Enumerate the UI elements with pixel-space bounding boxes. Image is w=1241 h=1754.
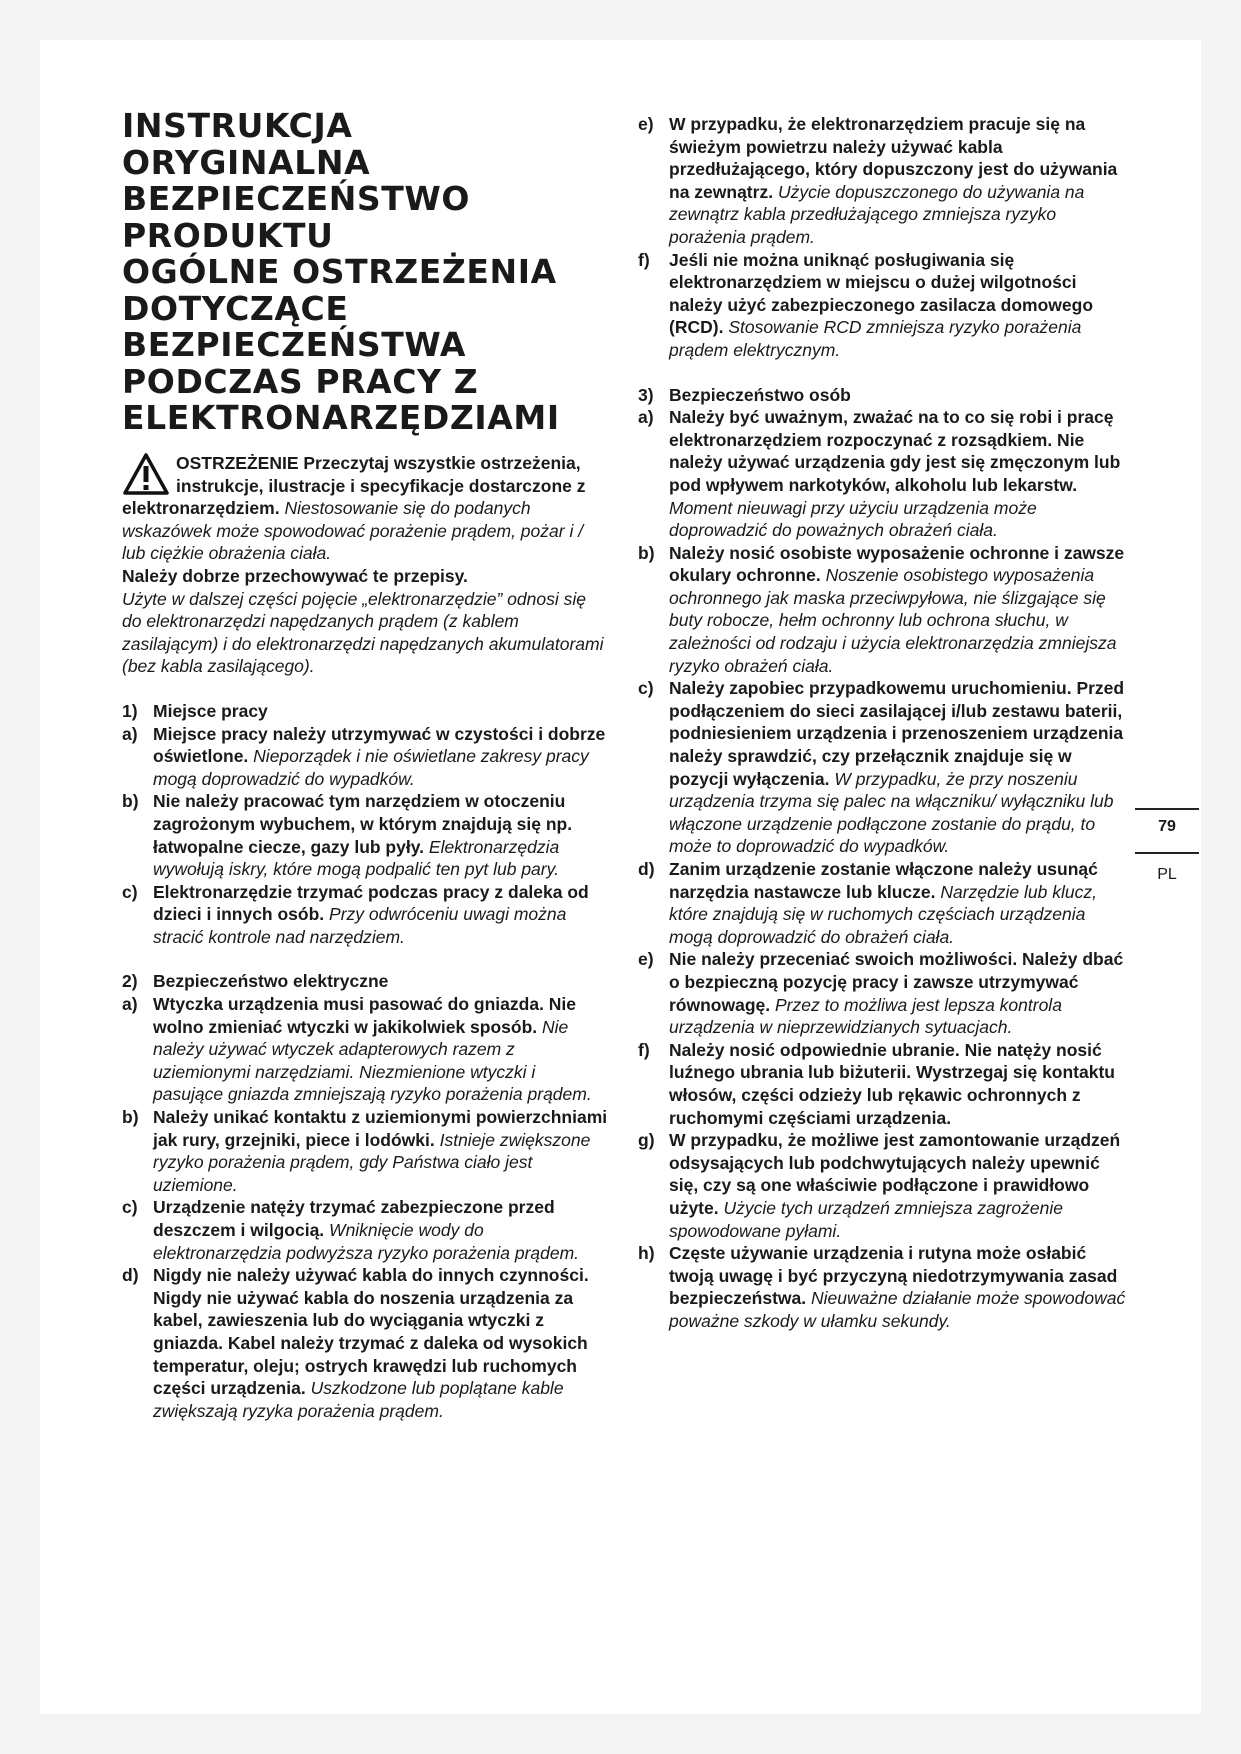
right-column [638,113,1128,1332]
title-line: OGÓLNE OSTRZEŻENIA [122,252,557,291]
warning-italic: Niestosowanie się do podanych wskazówek może spowodować porażenie prądem, pożar i / lub ciężkie obrażenia ciała. [122,498,584,564]
page-marker-rule [1135,852,1199,854]
list-item: c) Należy zapobiec przypadkowemu uruchomieniu. Przed podłączeniem do sieci zasilającej i/lub zestawu baterii, podniesieniem urządzenia i przenoszeniem urządzenia należy sprawdzić, czy przełącznik znajduje się w pozycji wyłączenia. W przypadku, że przy noszeniu urządzenia trzyma się palec na włączniku/ wyłączniku lub włączone urządzenie podłączone zostanie do prądu, to może to doprowadzić do wypadków. [638,678,1125,857]
section-heading-3: 3) Bezpieczeństwo osób [638,384,851,405]
section-heading-2: 2) Bezpieczeństwo elektryczne [122,971,389,992]
list-item: c) Elektronarzędzie trzymać podczas pracy z daleka od dzieci i innych osób. Przy odwróceniu uwagi można stracić kontrole nad narzędziem. [122,881,589,947]
title-line: BEZPIECZEŃSTWO [122,179,471,218]
page-language: PL [1157,866,1177,883]
list-item: b) Nie należy pracować tym narzędziem w otoczeniu zagrożonym wybuchem, w którym znajdują się np. łatwopalne ciecze, gazy lub pyły. Elektronarzędzia wywołują iskry, które mogą podpalić ten pyt lub pary. [122,791,573,880]
warning-triangle-icon [122,452,170,496]
warning-bold: OSTRZEŻENIE Przeczytaj wszystkie ostrzeżenia, instrukcje, ilustracje i specyfikacje dostarczone z elektronarzędziem. [122,453,586,519]
list-item: e) W przypadku, że elektronarzędziem pracuje się na świeżym powietrzu należy używać kabla przedłużającego, który dopuszczony jest do używania na zewnątrz. Użycie dopuszczonego do używania na zewnątrz kabla przedłużającego zmniejsza ryzyko porażenia prądem. [638,114,1118,247]
list-item: a) Wtyczka urządzenia musi pasować do gniazda. Nie wolno zmieniać wtyczki w jakikolwiek sposób. Nie należy używać wtyczek adapterowych razem z uziemionymi narzędziami. Niezmienione wtyczki i pasujące gniazda zmniejszają ryzyko porażenia prądem. [122,994,592,1105]
section-heading-1: 1) Miejsce pracy [122,700,268,721]
list-item: b) Należy unikać kontaktu z uziemionymi powierzchniami jak rury, grzejniki, piece i lodówki. Istnieje zwiększone ryzyko porażenia prądem, gdy Państwa ciało jest uziemione. [122,1107,608,1195]
list-item: b) Należy nosić osobiste wyposażenie ochronne i zawsze okulary ochronne. Noszenie osobistego wyposażenia ochronnego jak maska przeciwpyłowa, nie ślizgające się buty robocze, hełm ochronny lub ochrona słuchu, w zależności od rodzaju i użycia elektronarzędzia zmniejsza ryzyko obrażeń ciała. [638,542,1125,676]
page-number: 79 [1158,818,1176,835]
left-column [122,452,610,1422]
list-item: d) Nigdy nie należy używać kabla do innych czynności. Nigdy nie używać kabla do noszenia urządzenia za kabel, zawieszenia lub do wyciągania wtyczki z gniazda. Kabel należy trzymać z daleka od wysokich temperatur, oleju; ostrych krawędzi lub ruchomych części urządzenia. Uszkodzone lub poplątane kable zwiększają ryzyka porażenia prądem. [122,1265,589,1421]
title-line: PODCZAS PRACY Z [122,361,479,401]
warning-block [122,452,610,678]
page-title [122,108,622,437]
title-line: PRODUKTU [122,215,334,255]
title-line: ORYGINALNA [122,142,371,182]
list-item: d) Zanim urządzenie zostanie włączone należy usunąć narzędzia nastawcze lub klucze. Narzędzie lub klucz, które znajdują się w ruchomych częściach urządzenia mogą doprowadzić do obrażeń ciała. [638,859,1098,947]
keep-instructions: Należy dobrze przechowywać te przepisy. [122,565,468,586]
list-item: a) Miejsce pracy należy utrzymywać w czystości i dobrze oświetlone. Nieporządek i nie oświetlane zakresy pracy mogą doprowadzić do wypadków. [122,723,606,789]
warning-text [122,452,610,565]
list-item: h) Częste używanie urządzenia i rutyna może osłabić twoją uwagę i być przyczyną niedotrzymywania zasad bezpieczeństwa. Nieuważne działanie może spowodować poważne szkody w ułamku sekundy. [638,1243,1126,1331]
title-line: ELEKTRONARZĘDZIAMI [122,398,560,437]
list-item: e) Nie należy przeceniać swoich możliwości. Należy dbać o bezpieczną pozycję pracy i zawsze utrzymywać równowagę. Przez to możliwa jest lepsza kontrola urządzenia w nieprzewidzianych sytuacjach. [638,949,1124,1038]
list-item: g) W przypadku, że możliwe jest zamontowanie urządzeń odsysających lub podchwytujących należy upewnić się, czy są one właściwie podłączone i prawidłowo użyte. Użycie tych urządzeń zmniejsza zagrożenie spowodowane pyłami. [638,1130,1121,1241]
list-item: a) Należy być uważnym, zważać na to co się robi i pracę elektronarzędziem rozpoczynać z rozsądkiem. Nie należy używać urządzenia gdy jest się zmęczonym lub pod wpływem narkotyków, alkoholu lub lekarstw. Moment nieuwagi przy użyciu urządzenia może doprowadzić do poważnych obrażeń ciała. [638,407,1121,541]
title-line: BEZPIECZEŃSTWA [122,325,467,364]
list-item: c) Urządzenie natęży trzymać zabezpieczone przed deszczem i wilgocią. Wniknięcie wody do elektronarzędzia podwyższa ryzyko porażenia prądem. [122,1197,580,1263]
page-marker-rule [1135,808,1199,810]
definition-text: Użyte w dalszej części pojęcie „elektronarzędzie” odnosi się do elektronarzędzi napędzanych prądem (z kablem zasilającym) i do elektronarzędzi napędzanych akumulatorami (bez kabla zasilającego). [122,588,604,677]
list-item: f) Jeśli nie można uniknąć posługiwania się elektronarzędziem w miejscu o dużej wilgotności należy użyć zabezpieczonego zasilacza domowego (RCD). Stosowanie RCD zmniejsza ryzyko porażenia prądem elektrycznym. [638,249,1094,360]
title-line: INSTRUKCJA [122,106,353,145]
title-line: DOTYCZĄCE [122,288,349,328]
list-item: f) Należy nosić odpowiednie ubranie. Nie natęży nosić luźnego ubrania lub biżuterii. Wystrzegaj się kontaktu włosów, części odzieży lub rękawic ochronnych z ruchomymi częściami urządzenia. [638,1039,1115,1128]
